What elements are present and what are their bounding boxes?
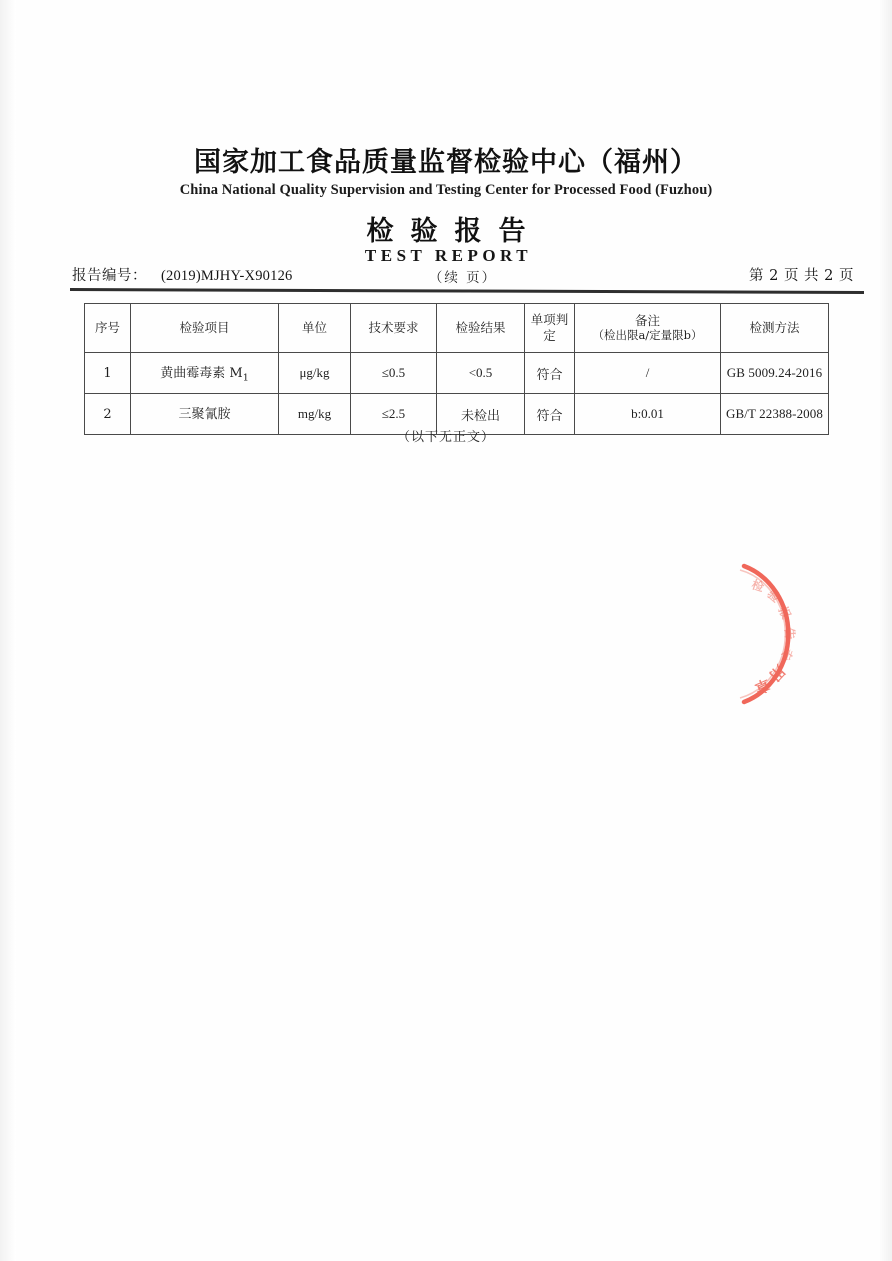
seal-character: 告	[782, 627, 797, 641]
document-header	[0, 148, 892, 266]
row-unit: μg/kg	[279, 353, 351, 394]
continued-page-marker: （续 页）	[428, 270, 498, 286]
report-number-label: 报告编号：	[72, 268, 147, 284]
header-no: 序号	[85, 304, 131, 353]
results-table-container	[84, 303, 828, 435]
seal-character: 章	[751, 674, 774, 698]
report-title-en: TEST REPORT	[364, 246, 533, 266]
header-divider-rule	[70, 288, 864, 294]
report-meta-row	[72, 264, 854, 286]
test-results-table	[84, 303, 829, 435]
row-no: 2	[85, 394, 131, 435]
header-requirement: 技术要求	[351, 304, 437, 353]
header-unit: 单位	[279, 304, 351, 353]
row-item-text: 三聚氰胺	[178, 407, 231, 423]
page-indicator: 第 2 页 共 2 页	[749, 268, 854, 284]
row-no: 1	[85, 353, 131, 394]
header-remark-main: 备注	[634, 312, 660, 328]
report-number-value: (2019)MJHY-X90126	[161, 268, 293, 284]
seal-character: 报	[775, 604, 794, 622]
row-method: GB/T 22388-2008	[721, 394, 829, 435]
row-item-subscript: 1	[242, 372, 249, 384]
seal-character: 检	[750, 577, 766, 595]
seal-character-group	[700, 552, 860, 712]
row-requirement: ≤0.5	[351, 353, 437, 394]
official-seal-stamp	[700, 552, 860, 712]
row-result: <0.5	[437, 353, 525, 394]
row-remark: /	[575, 353, 721, 394]
row-remark: b:0.01	[575, 394, 721, 435]
row-method: GB 5009.24-2016	[721, 353, 829, 394]
row-item	[131, 353, 279, 394]
row-unit: mg/kg	[279, 394, 351, 435]
header-result: 检验结果	[437, 304, 525, 353]
organization-name-cn: 国家加工食品质量监督检验中心（福州）	[194, 147, 698, 178]
row-verdict: 符合	[525, 353, 575, 394]
header-verdict	[525, 304, 575, 353]
seal-character: 专	[778, 646, 796, 663]
report-title-cn: 检验报告	[366, 216, 543, 248]
header-verdict-line1: 单项判定	[530, 312, 569, 343]
organization-name-en: China National Quality Supervision and Testing Center for Processed Food (Fuzhou)	[179, 182, 713, 199]
seal-character: 验	[764, 586, 783, 606]
table-header-row	[85, 304, 829, 353]
row-requirement: ≤2.5	[351, 394, 437, 435]
header-remark	[575, 304, 721, 353]
header-method: 检测方法	[721, 304, 829, 353]
header-remark-sub: （检出限a/定量限b）	[592, 328, 703, 343]
seal-character: 用	[765, 661, 789, 686]
row-result: 未检出	[437, 394, 525, 435]
table-row	[85, 353, 829, 394]
end-of-text-note: （以下无正文）	[396, 430, 495, 445]
row-item-text: 黄曲霉毒素 M	[160, 366, 243, 382]
row-verdict: 符合	[525, 394, 575, 435]
header-item: 检验项目	[131, 304, 279, 353]
